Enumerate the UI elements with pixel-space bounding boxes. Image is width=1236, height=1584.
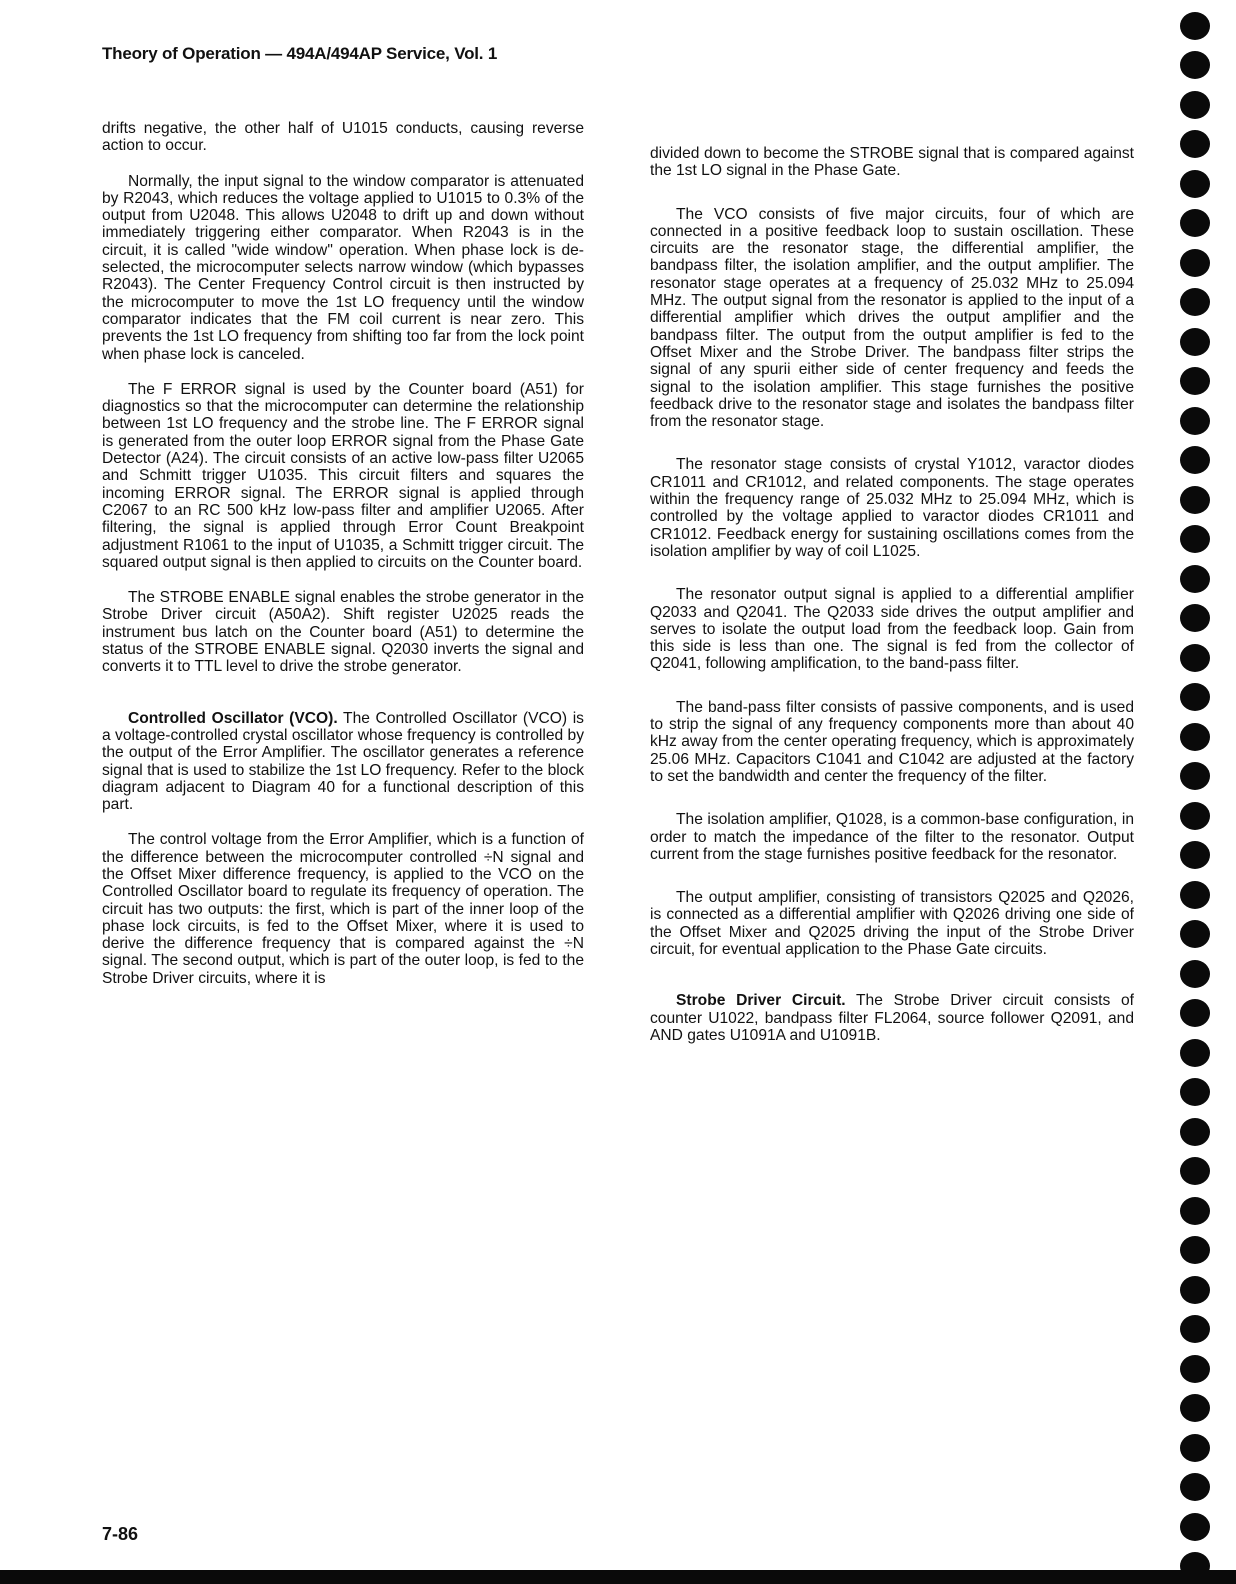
binder-hole (1180, 1355, 1210, 1383)
binder-hole (1180, 1078, 1210, 1106)
left-column (102, 120, 584, 1005)
binder-hole (1180, 1394, 1210, 1422)
binder-hole (1180, 1039, 1210, 1067)
binder-hole (1180, 762, 1210, 790)
binder-hole (1180, 1157, 1210, 1185)
paragraph: The resonator output signal is applied to a differential amplifier Q2033 and Q2041. The Q2033 side drives the output amplifier and serves to isolate the output load from the feedback loop. Gain from this side is less than one. The signal is fed from the collector of Q2041, following amplification, to the band-pass filter. (650, 586, 1134, 673)
paragraph: The band-pass filter consists of passive components, and is used to strip the signal of any frequency components more than about 40 kHz away from the center operating frequency, which is approximately 25.06 MHz. Capacitors C1041 and C1042 are adjusted at the factory to set the bandwidth and center the frequency of the filter. (650, 698, 1134, 785)
binder-hole (1180, 51, 1210, 79)
binder-hole (1180, 881, 1210, 909)
binder-hole (1180, 209, 1210, 237)
section-heading: Strobe Driver Circuit. (676, 992, 846, 1010)
paragraph-text: The Controlled Oscillator (VCO) is a voltage-controlled crystal oscillator whose frequency is controlled by the output of the Error Amplifier. The oscillator generates a reference signal that is used to stabilize the 1st LO frequency. Refer to the block diagram adjacent to Diagram 40 for a functional description of this part. (102, 709, 584, 814)
binder-hole (1180, 130, 1210, 158)
binder-hole (1180, 920, 1210, 948)
binder-hole (1180, 1197, 1210, 1225)
paragraph: divided down to become the STROBE signal that is compared against the 1st LO signal in the Phase Gate. (650, 145, 1134, 180)
binder-hole (1180, 604, 1210, 632)
binder-hole (1180, 170, 1210, 198)
paragraph: The control voltage from the Error Amplifier, which is a function of the difference between the microcomputer controlled ÷N signal and the Offset Mixer difference frequency, is applied to the VCO on the Controlled Oscillator board to regulate its frequency of operation. The circuit has two outputs: the first, which is part of the inner loop of the phase lock circuits, is fed to the Offset Mixer, where it is used to derive the difference frequency that is compared against the ÷N signal. The second output, which is part of the outer loop, is fed to the Strobe Driver circuits, where it is (102, 831, 584, 987)
binder-hole (1180, 644, 1210, 672)
right-column (650, 145, 1134, 1062)
binder-hole (1180, 683, 1210, 711)
binder-hole (1180, 446, 1210, 474)
binder-hole (1180, 407, 1210, 435)
binder-hole (1180, 723, 1210, 751)
binder-hole (1180, 328, 1210, 356)
paragraph: The VCO consists of five major circuits, four of which are connected in a positive feedback loop to sustain oscillation. These circuits are the resonator stage, the differential amplifier, the bandpass filter, the isolation amplifier, and the output amplifier. The resonator stage operates at a frequency of 25.032 MHz to 25.094 MHz. The output signal from the resonator is applied to the input of a differential amplifier which drives the output amplifier and the bandpass filter. The output from the output amplifier is fed to the Offset Mixer and the Strobe Driver. The bandpass filter strips the signal of any spurii either side of center frequency and feeds the signal to the isolation amplifier. This stage furnishes the positive feedback drive to the resonator stage and isolates the bandpass filter from the resonator stage. (650, 205, 1134, 431)
binder-holes (1180, 0, 1220, 1584)
binder-hole (1180, 525, 1210, 553)
paragraph: The output amplifier, consisting of transistors Q2025 and Q2026, is connected as a differential amplifier with Q2026 driving one side of the Offset Mixer and Q2025 driving the input of the Strobe Driver circuit, for eventual application to the Phase Gate circuits. (650, 889, 1134, 958)
paragraph: The F ERROR signal is used by the Counter board (A51) for diagnostics so that the microcomputer can determine the relationship between 1st LO frequency and the strobe line. The F ERROR signal is generated from the outer loop ERROR signal from the Phase Gate Detector (A24). The circuit consists of an active low-pass filter U2065 and Schmitt trigger U1035. This circuit filters and squares the incoming ERROR signal. The ERROR signal is applied through C2067 to an RC 500 kHz low-pass filter and amplifier U2065. After filtering, the signal is applied through Error Count Breakpoint adjustment R1061 to the input of U1035, a Schmitt trigger circuit. The squared output signal is then applied to circuits on the Counter board. (102, 380, 584, 571)
binder-hole (1180, 1473, 1210, 1501)
binder-hole (1180, 802, 1210, 830)
paragraph: drifts negative, the other half of U1015 conducts, causing reverse action to occur. (102, 120, 584, 155)
paragraph: The STROBE ENABLE signal enables the strobe generator in the Strobe Driver circuit (A50A2). Shift register U2025 reads the instrument bus latch on the Counter board (A51) to determine the status of the STROBE ENABLE signal. Q2030 inverts the signal and converts it to TTL level to drive the strobe generator. (102, 589, 584, 676)
scan-edge (0, 1570, 1236, 1584)
binder-hole (1180, 367, 1210, 395)
paragraph-strobe-driver (650, 992, 1134, 1044)
binder-hole (1180, 1276, 1210, 1304)
page-header: Theory of Operation — 494A/494AP Service, Vol. 1 (102, 44, 498, 63)
binder-hole (1180, 841, 1210, 869)
section-heading: Controlled Oscillator (VCO). (128, 709, 338, 727)
paragraph-text: The Strobe Driver circuit consists of counter U1022, bandpass filter FL2064, source follower Q2091, and AND gates U1091A and U1091B. (650, 992, 1134, 1044)
binder-hole (1180, 565, 1210, 593)
binder-hole (1180, 288, 1210, 316)
paragraph: The isolation amplifier, Q1028, is a common-base configuration, in order to match the impedance of the filter to the resonator. Output current from the stage furnishes positive feedback for the resonator. (650, 811, 1134, 863)
binder-hole (1180, 486, 1210, 514)
paragraph: The resonator stage consists of crystal Y1012, varactor diodes CR1011 and CR1012, and related components. The stage operates within the frequency range of 25.032 MHz to 25.094 MHz, which is controlled by the voltage applied to varactor diodes CR1011 and CR1012. Feedback energy for sustaining oscillations comes from the isolation amplifier by way of coil L1025. (650, 456, 1134, 560)
binder-hole (1180, 91, 1210, 119)
binder-hole (1180, 1236, 1210, 1264)
binder-hole (1180, 1434, 1210, 1462)
binder-hole (1180, 960, 1210, 988)
binder-hole (1180, 1118, 1210, 1146)
binder-hole (1180, 249, 1210, 277)
paragraph-vco (102, 710, 584, 814)
binder-hole (1180, 999, 1210, 1027)
binder-hole (1180, 1513, 1210, 1541)
paragraph: Normally, the input signal to the window comparator is attenuated by R2043, which reduces the voltage applied to U1015 to 0.3% of the output from U2048. This allows U2048 to drift up and down without immediately triggering either comparator. When R2043 is in the circuit, it is called "wide window" operation. When phase lock is de-selected, the microcomputer selects narrow window (which bypasses R2043). The Center Frequency Control circuit is then instructed by the microcomputer to move the 1st LO frequency until the window comparator indicates that the FM coil current is near zero. This prevents the 1st LO frequency from shifting too far from the lock point when phase lock is canceled. (102, 172, 584, 363)
binder-hole (1180, 12, 1210, 40)
page-number: 7-86 (102, 1524, 139, 1544)
binder-hole (1180, 1315, 1210, 1343)
